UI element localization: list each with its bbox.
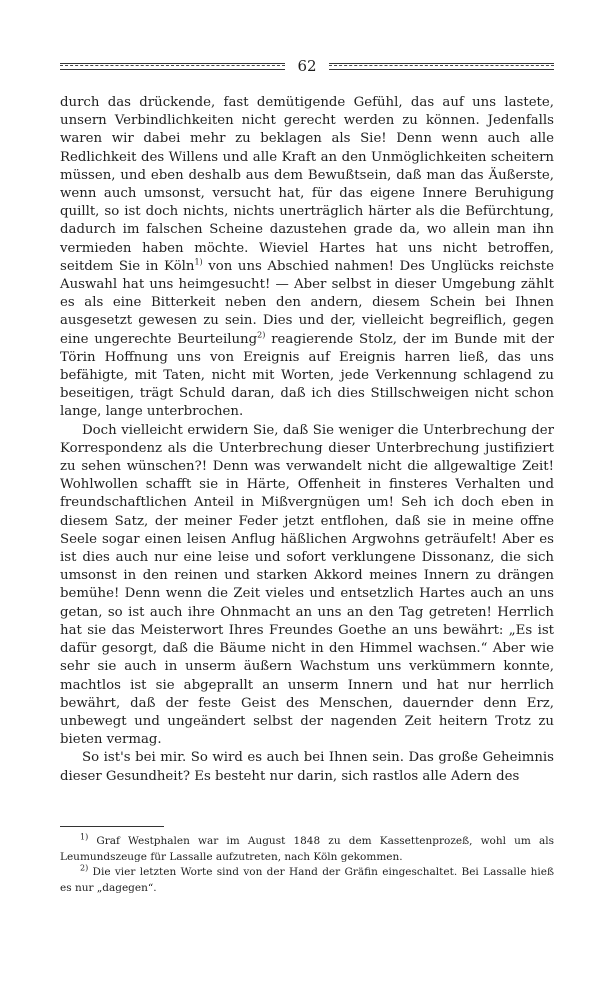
paragraph: [60, 94, 554, 422]
footnote: [60, 865, 554, 896]
main-text: [60, 94, 554, 786]
paragraph: [60, 749, 554, 785]
paragraph-text: reagierende Stolz, der im Bunde mit der Törin Hoffnung uns von Ereignis auf Ereignis harren ließ, das uns befähigte, mit Taten, nicht mit Worten, jede Verkennung schlagend zu beseitigen, trägt Schuld daran, daß ich dies Stillschweigen nicht schon lange, lange unterbrochen.: [60, 331, 554, 420]
footnote-reference: 1): [194, 257, 203, 267]
paragraph-text: Doch vielleicht erwidern Sie, daß Sie weniger die Unterbrechung der Korrespondenz als die Unterbrechung dieser Unterbrechung justifiziert zu sehen wünschen?! Denn was verwandelt nicht die allgewaltige Zeit! Wohlwollen schafft sie in Härte, Offenheit in finsteres Verhalten und freundschaftlichen Anteil in Mißvergnügen um! Seh ich doch eben in diesem Satz, der meiner Feder jetzt entflohen, daß sie in meine offne Seele sogar einen leisen Anflug häßlichen Argwohns geträufelt! Aber es ist dies auch nur eine leise und sofort verklungene Dissonanz, die sich umsonst in den reinen und starken Akkord meines Innern zu drängen bemühe! Denn wenn die Zeit vieles und entsetzlich Hartes auch an uns getan, so ist auch ihre Ohnmacht an uns an den Tag getreten! Herrlich hat sie das Meisterwort Ihres Freundes Goethe an uns bewährt: „Es ist dafür gesorgt, daß die Bäume nicht in den Himmel wachsen.“ Aber wie sehr sie auch in unserm äußern Wachstum uns verkümmern konnte, machtlos ist sie abgeprallt an unserm Innern und hat nur herrlich bewährt, daß der feste Geist des Menschen, dauernder denn Erz, unbewegt und ungeändert selbst der nagenden Zeit heitern Trotz zu bieten vermag.: [60, 422, 554, 748]
footnote-text: Die vier letzten Worte sind von der Hand der Gräfin eingeschaltet. Bei Lassalle hieß es nur „dagegen“.: [60, 866, 554, 894]
footnote-reference: 2): [257, 330, 266, 340]
footnote-text: Graf Westphalen war im August 1848 zu dem Kassettenprozeß, wohl um als Leumundszeuge für Lassalle aufzutreten, nach Köln gekommen.: [60, 835, 554, 863]
paragraph-text: von uns Abschied nahmen! Des Unglücks reichste Auswahl hat uns heimgesucht! — Aber selbst in dieser Umgebung zählt es als eine Bitterkeit neben den andern, diesem Schein bei Ihnen ausgesetzt gewesen zu sein. Dies und der, vielleicht begreiflich, gegen eine ungerechte Beurteilung: [60, 258, 554, 347]
footnote: [60, 834, 554, 865]
footnote-mark: 2): [80, 863, 89, 873]
page-number: 62: [297, 57, 317, 75]
header-rule-left: [60, 63, 285, 70]
paragraph-text: So ist's bei mir. So wird es auch bei Ihnen sein. Das große Geheimnis dieser Gesundheit? Es besteht nur darin, sich rastlos alle Adern des: [60, 750, 554, 784]
paragraph: [60, 422, 554, 750]
page-header: [60, 56, 554, 76]
footnote-mark: 1): [80, 832, 89, 842]
footnotes: [60, 834, 554, 896]
footnote-separator: [60, 826, 164, 827]
header-rule-right: [329, 63, 554, 70]
paragraph-text: durch das drückende, fast demütigende Gefühl, das auf uns lastete, unsern Verbindlichkeiten nicht gerecht werden zu können. Jedenfalls waren wir dabei mehr zu beklagen als Sie! Denn wenn auch alle Redlichkeit des Willens und alle Kraft an den Unmöglichkeiten scheitern müssen, und eben deshalb aus dem Bewußtsein, daß man das Äußerste, wenn auch umsonst, versucht hat, für das eigene Innere Beruhigung quillt, so ist doch nichts, nichts unerträglich härter als die Befürchtung, dadurch im falschen Scheine dazustehen grade da, wo allein man ihn vermieden haben möchte. Wieviel Hartes hat uns nicht betroffen, seitdem Sie in Köln: [60, 95, 554, 274]
